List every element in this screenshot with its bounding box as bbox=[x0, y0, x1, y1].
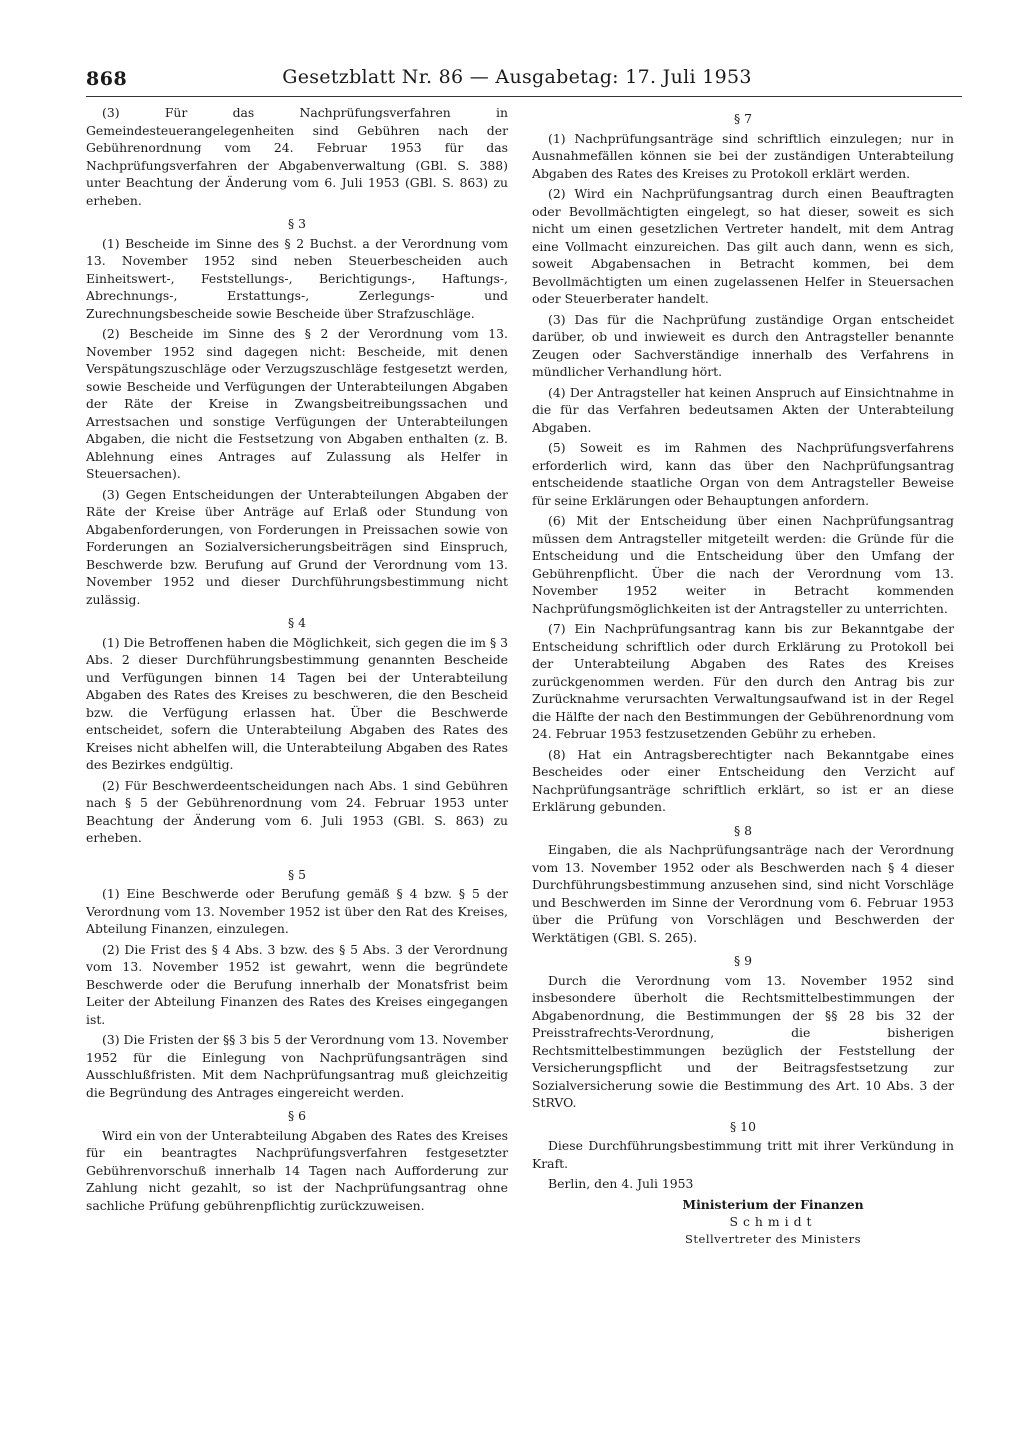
section-heading-8: § 8 bbox=[733, 822, 753, 838]
paragraph: (2) Bescheide im Sinne des § 2 der Verordnung vom 13. November 1952 sind dagegen nicht: Bescheide, mit denen Verspätungszuschläge oder Verzugszuschläge festgesetzt werden, sowie Bescheide und Verfügungen der Unterabteilungen Abgaben der Räte der Kreise in Zwangsbeitreibungssachen und Arrestsachen und sonstige Verfügungen der Unterabteilungen Abgaben, die nicht die Festsetzung von Abgaben enthalten (z. B. Ablehnung eines Antrages auf Zulassung als Helfer in Steuersachen). bbox=[86, 326, 508, 481]
paragraph: Diese Durchführungsbestimmung tritt mit ihrer Verkündung in Kraft. bbox=[532, 1138, 954, 1171]
section-heading-3: § 3 bbox=[287, 216, 307, 231]
paragraph: (1) Eine Beschwerde oder Berufung gemäß § 4 bzw. § 5 der Verordnung vom 13. November 1952 ist über den Rat des Kreises, Abteilung Finanzen, einzulegen. bbox=[86, 886, 508, 936]
page-number: 868 bbox=[86, 68, 128, 90]
paragraph: (2) Wird ein Nachprüfungsantrag durch einen Beauftragten oder Bevollmächtigten eingelegt, so hat dieser, soweit es sich nicht um einen gesetzlichen Vertreter handelt, mit dem Antrag eine Vollmacht einzureichen. Das gilt auch dann, wenn es sich, soweit Abgabensachen in Betracht kommen, bei dem Bevollmächtigten um einen zugelassenen Helfer in Steuersachen oder Steuerberater handelt. bbox=[532, 186, 954, 306]
section-heading-4: § 4 bbox=[287, 615, 307, 630]
signature-name: Schmidt bbox=[729, 1214, 817, 1229]
paragraph: (7) Ein Nachprüfungsantrag kann bis zur Bekanntgabe der Entscheidung schriftlich oder durch Erklärung zu Protokoll bei der Unterabteilung Abgaben des Rates des Kreises zurückgenommen werden. Für den durch den Antrag bis zur Zurücknahme verursachten Verwaltungsaufwand ist in der Regel die Hälfte der nach den Bestimmungen der Gebührenordnung vom 24. Februar 1953 festzusetzenden Gebühr zu erheben. bbox=[532, 621, 954, 741]
section-heading-9: § 9 bbox=[733, 953, 753, 968]
signature-ministry: Ministerium der Finanzen bbox=[682, 1196, 864, 1212]
paragraph: (8) Hat ein Antragsberechtigter nach Bekanntgabe eines Bescheides oder einer Entscheidung den Verzicht auf Nachprüfungsanträge schriftlich erklärt, so ist er an diese Erklärung gebunden. bbox=[532, 746, 954, 814]
paragraph: (3) Die Fristen der §§ 3 bis 5 der Verordnung vom 13. November 1952 für die Einlegung von Nachprüfungsanträgen sind Ausschlußfristen. Mit dem Nachprüfungsantrag muß gleichzeitig die Begründung des Antrages eingereicht werden. bbox=[86, 1032, 508, 1100]
paragraph: (6) Mit der Entscheidung über einen Nachprüfungsantrag müssen dem Antragsteller mitgeteilt werden: die Gründe für die Entscheidung und die Entscheidung über den Umfang der Gebührenpflicht. Über die nach der Verordnung vom 13. November 1952 weiter in Betracht kommenden Nachprüfungsmöglichkeiten ist der Antragsteller zu unterrichten. bbox=[532, 513, 954, 616]
paragraph: (2) Die Frist des § 4 Abs. 3 bzw. des § 5 Abs. 3 der Verordnung vom 13. November 1952 ist gewahrt, wenn die begründete Beschwerde oder die Berufung innerhalb der Monatsfrist beim Leiter der Abteilung Finanzen des Rates des Kreises eingegangen ist. bbox=[86, 941, 508, 1027]
paragraph: (2) Für Beschwerdeentscheidungen nach Abs. 1 sind Gebühren nach § 5 der Gebührenordnung vom 24. Februar 1953 unter Beachtung der Änderung vom 6. Juli 1953 (GBl. S. 863) zu erheben. bbox=[86, 777, 508, 845]
gazette-title: Gesetzblatt Nr. 86 — Ausgabetag: 17. Juli 1953 bbox=[282, 66, 752, 88]
signature-role: Stellvertreter des Ministers bbox=[685, 1231, 861, 1246]
paragraph: (3) Das für die Nachprüfung zuständige Organ entscheidet darüber, ob und inwieweit es durch den Antragsteller benannte Zeugen oder Sachverständige innerhalb des Verfahrens in mündlicher Verhandlung hört. bbox=[532, 311, 954, 379]
section-heading-7: § 7 bbox=[733, 111, 753, 126]
paragraph: (3) Für das Nachprüfungsverfahren in Gemeindesteuerangelegenheiten sind Gebühren nach der Gebührenordnung vom 24. Februar 1953 für das Nachprüfungsverfahren der Abgabenverwaltung (GBl. S. 388) unter Beachtung der Änderung vom 6. Juli 1953 (GBl. S. 863) zu erheben. bbox=[86, 105, 508, 208]
section-heading-6: § 6 bbox=[287, 1108, 307, 1123]
paragraph: (4) Der Antragsteller hat keinen Anspruch auf Einsichtnahme in die für das Verfahren bedeutsamen Akten der Unterabteilung Abgaben. bbox=[532, 384, 954, 435]
gazette-header bbox=[0, 66, 1024, 88]
section-heading-10: § 10 bbox=[730, 1118, 756, 1134]
paragraph: (5) Soweit es im Rahmen des Nachprüfungsverfahrens erforderlich wird, kann das über den Nachprüfungsantrag entscheidende staatliche Organ von dem Antragsteller Beweise für seine Erklärungen oder Behauptungen anfordern. bbox=[532, 440, 954, 508]
header-rule bbox=[86, 96, 962, 97]
paragraph: (1) Nachprüfungsanträge sind schriftlich einzulegen; nur in Ausnahmefällen können sie bei der zuständigen Unterabteilung Abgaben des Rates des Kreises zu Protokoll erklärt werden. bbox=[532, 130, 954, 181]
paragraph: (3) Gegen Entscheidungen der Unterabteilungen Abgaben der Räte der Kreise über Anträge auf Erlaß oder Stundung von Abgabenforderungen, von Forderungen in Preissachen sowie von Forderungen an Sozialversicherungsbeiträgen sind Einspruch, Beschwerde bzw. Berufung auf Grund der Verordnung vom 13. November 1952 und dieser Durchführungsbestimmung nicht zulässig. bbox=[86, 486, 508, 607]
paragraph: Durch die Verordnung vom 13. November 1952 sind insbesondere überholt die Rechtsmittelbestimmungen der Abgabenordnung, die Bestimmungen der §§ 28 bis 32 der Preisstrafrechts-Verordnung, die bisherigen Rechtsmittelbestimmungen bezüglich der Feststellung der Versicherungspflicht und der Beitragsfestsetzung zur Sozialversicherung sowie die Bestimmung des Art. 10 Abs. 3 der StRVO. bbox=[532, 972, 954, 1110]
signature-place-date: Berlin, den 4. Juli 1953 bbox=[548, 1176, 694, 1191]
paragraph: Eingaben, die als Nachprüfungsanträge nach der Verordnung vom 13. November 1952 oder als Beschwerden nach § 4 dieser Durchführungsbestimmung anzusehen sind, sind nicht Vorschläge und Beschwerden im Sinne der Verordnung vom 6. Februar 1953 über die Prüfung von Vorschlägen und Beschwerden der Werktätigen (GBl. S. 265). bbox=[532, 842, 954, 945]
right-column bbox=[532, 104, 954, 1248]
paragraph: (1) Bescheide im Sinne des § 2 Buchst. a der Verordnung vom 13. November 1952 sind neben Steuerbescheiden auch Einheitswert-, Feststellungs-, Berichtigungs-, Haftungs-, Abrechnungs-, Erstattungs-, Zerlegungs- und Zurechnungsbescheide sowie Bescheide über Strafzuschläge. bbox=[86, 235, 508, 321]
paragraph: Wird ein von der Unterabteilung Abgaben des Rates des Kreises für ein beantragtes Nachprüfungsverfahren festgesetzter Gebührenvorschuß innerhalb 14 Tagen nach Aufforderung zur Zahlung nicht gezahlt, so ist der Nachprüfungsantrag ohne sachliche Prüfung gebührenpflichtig zurückzuweisen. bbox=[86, 1127, 508, 1213]
paragraph: (1) Die Betroffenen haben die Möglichkeit, sich gegen die im § 3 Abs. 2 dieser Durchführungsbestimmung genannten Bescheide und Verfügungen binnen 14 Tagen bei der Unterabteilung Abgaben des Rates des Kreises zu beschweren, die den Bescheid bzw. die Verfügung erlassen hat. Über die Beschwerde entscheidet, sofern die Unterabteilung Abgaben des Rates des Kreises nicht abhelfen will, die Unterabteilung Abgaben des Rates des Bezirkes endgültig. bbox=[86, 634, 508, 772]
left-column bbox=[86, 104, 508, 1217]
section-heading-5: § 5 bbox=[287, 866, 307, 882]
